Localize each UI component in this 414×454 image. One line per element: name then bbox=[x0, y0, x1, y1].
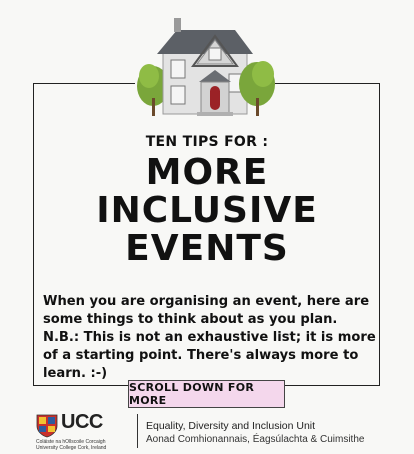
footer-divider bbox=[137, 414, 138, 448]
ucc-irish-name: Coláiste na hOllscoile Corcaigh bbox=[36, 439, 106, 445]
house-illustration bbox=[135, 14, 275, 118]
ucc-crest-icon bbox=[36, 414, 58, 438]
ucc-logo-text: UCC bbox=[61, 411, 103, 433]
ucc-english-name: University College Cork, Ireland bbox=[36, 445, 107, 451]
unit-name-english: Equality, Diversity and Inclusion Unit bbox=[146, 420, 316, 432]
subtitle: TEN TIPS FOR : bbox=[145, 134, 269, 150]
unit-name-irish: Aonad Comhionannais, Éagsúlachta & Cuimsithe bbox=[146, 434, 365, 445]
title-line-3: EVENTS bbox=[125, 228, 289, 269]
intro-paragraph: When you are organising an event, here are some things to think about as you plan. bbox=[43, 294, 370, 327]
title-line-2: INCLUSIVE bbox=[96, 190, 318, 231]
scroll-down-button[interactable]: SCROLL DOWN FOR MORE bbox=[128, 380, 285, 408]
note-paragraph: N.B.: This is not an exhaustive list; it is more of a starting point. There's always more to learn. :-) bbox=[43, 330, 376, 381]
title-line-1: MORE bbox=[145, 152, 269, 193]
intro-text bbox=[43, 293, 383, 383]
